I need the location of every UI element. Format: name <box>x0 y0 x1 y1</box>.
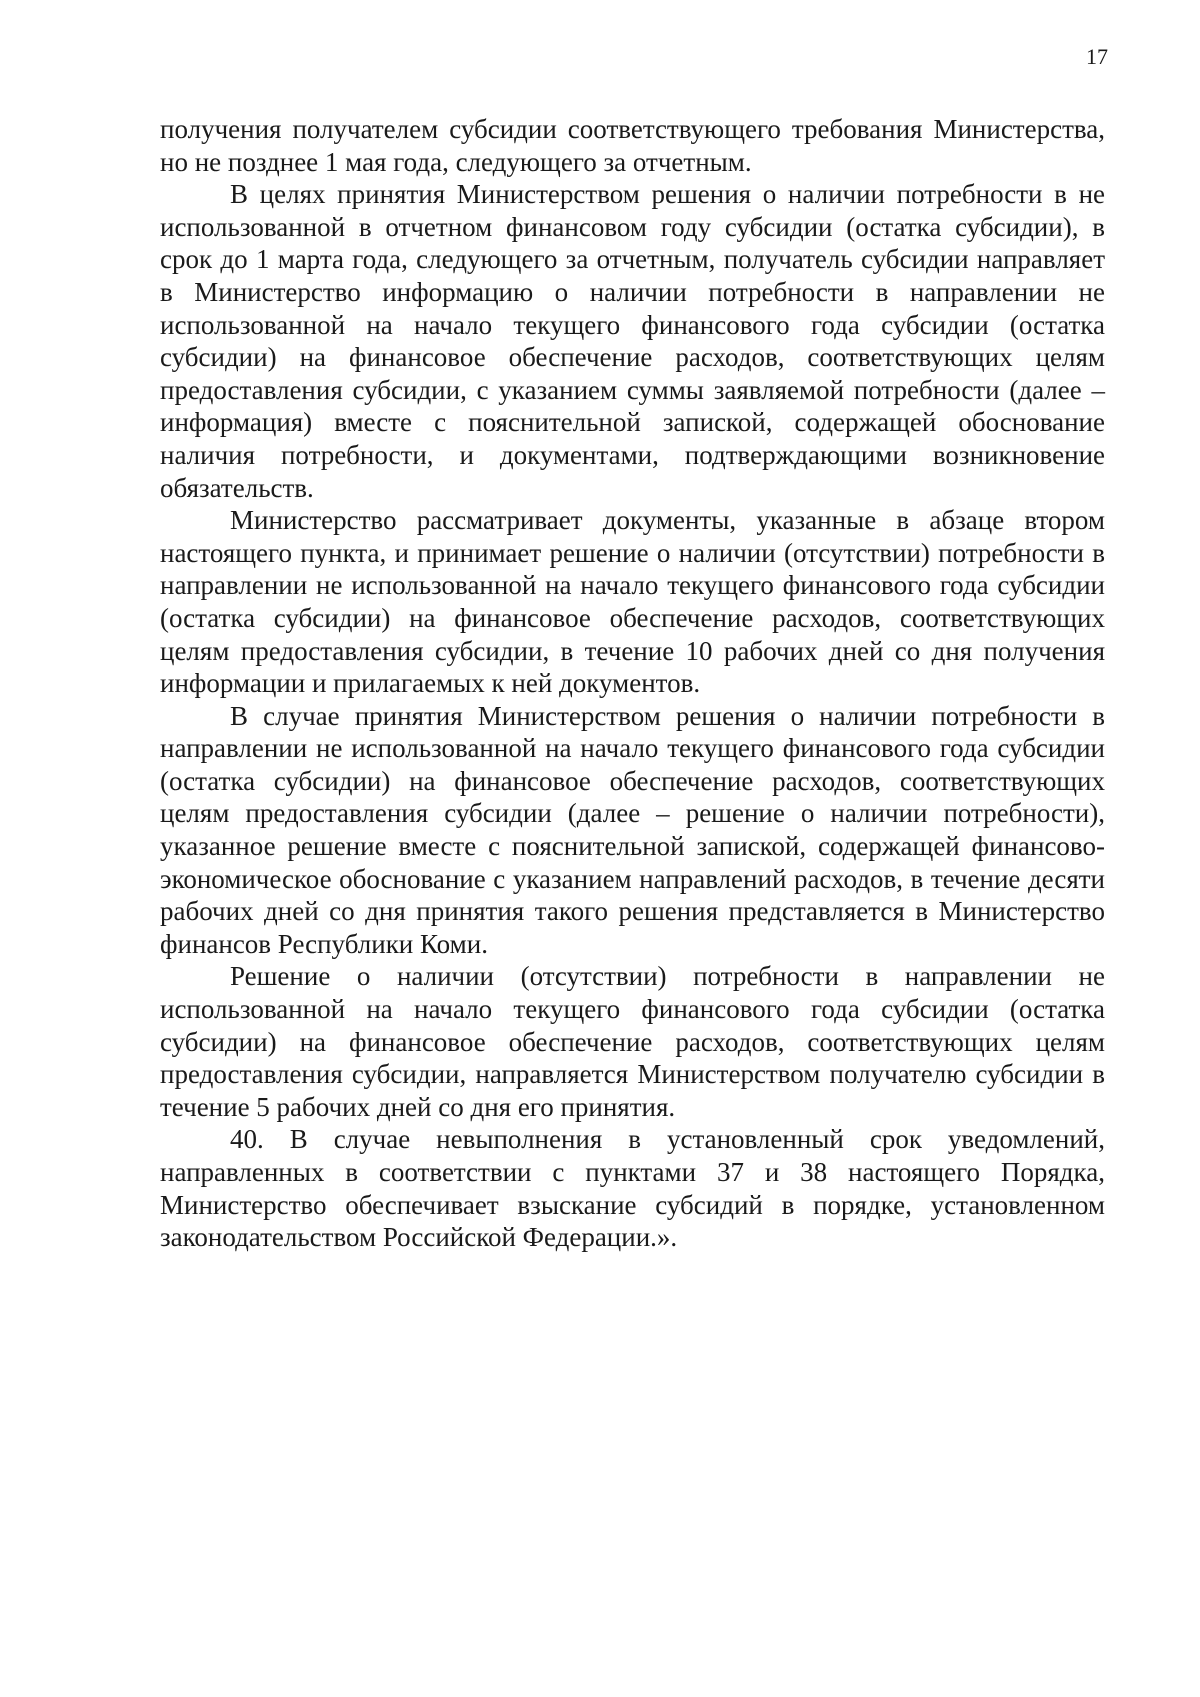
paragraph-continuation: получения получателем субсидии соответствующего требования Министерства, но не позднее 1 мая года, следующего за отчетным. <box>160 114 1105 177</box>
paragraph-need-decision-submission: В случае принятия Министерством решения о наличии потребности в направлении не использованной на начало текущего финансового года субсидии (остатка субсидии) на финансовое обеспечение расходов, соответствующих целям предоставления субсидии (далее – решение о наличии потребности), указанное решение вместе с пояснительной запиской, содержащей финансово-экономическое обоснование с указанием направлений расходов, в течение десяти рабочих дней со дня принятия такого решения представляется в Министерство финансов Республики Коми. <box>160 700 1105 959</box>
paragraph-item-40: 40. В случае невыполнения в установленный срок уведомлений, направленных в соответствии с пунктами 37 и 38 настоящего Порядка, Министерство обеспечивает взыскание субсидий в порядке, установленном законодательством Российской Федерации.». <box>160 1124 1105 1253</box>
paragraph-ministry-review: Министерство рассматривает документы, указанные в абзаце втором настоящего пункта, и принимает решение о наличии (отсутствии) потребности в направлении не использованной на начало текущего финансового года субсидии (остатка субсидии) на финансовое обеспечение расходов, соответствующих целям предоставления субсидии, в течение 10 рабочих дней со дня получения информации и прилагаемых к ней документов. <box>160 505 1105 699</box>
page-number: 17 <box>1086 44 1108 69</box>
document-body <box>160 113 1105 1254</box>
paragraph-need-information: В целях принятия Министерством решения о наличии потребности в не использованной в отчетном финансовом году субсидии (остатка субсидии), в срок до 1 марта года, следующего за отчетным, получатель субсидии направляет в Министерство информацию о наличии потребности в направлении не использованной на начало текущего финансового года субсидии (остатка субсидии) на финансовое обеспечение расходов, соответствующих целям предоставления субсидии, с указанием суммы заявляемой потребности (далее – информация) вместе с пояснительной запиской, содержащей обоснование наличия потребности, и документами, подтверждающими возникновение обязательств. <box>160 179 1105 503</box>
paragraph-decision-notification: Решение о наличии (отсутствии) потребности в направлении не использованной на начало текущего финансового года субсидии (остатка субсидии) на финансовое обеспечение расходов, соответствующих целям предоставления субсидии, направляется Министерством получателю субсидии в течение 5 рабочих дней со дня его принятия. <box>160 961 1105 1122</box>
